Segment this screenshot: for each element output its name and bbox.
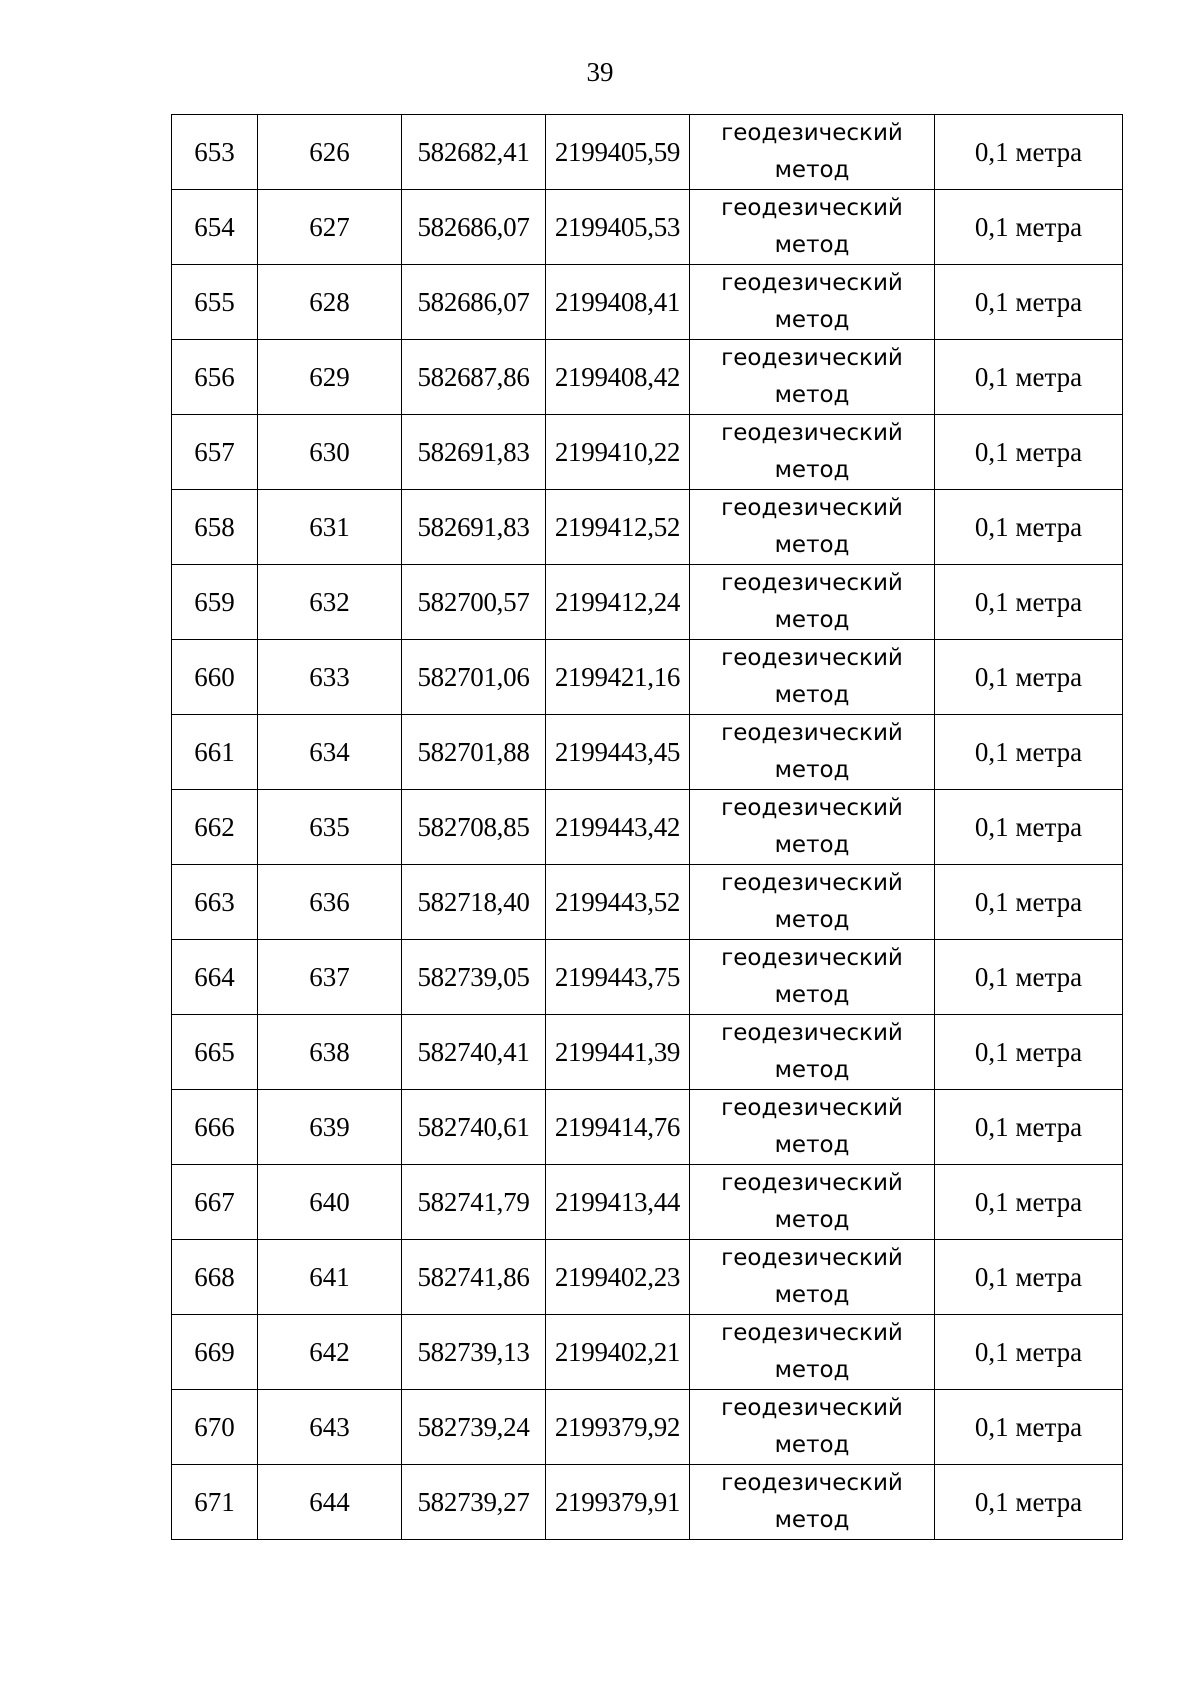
- method-line-1: геодезический: [721, 195, 903, 221]
- point-index-cell: 629: [258, 340, 402, 415]
- point-index-cell: 630: [258, 415, 402, 490]
- method-line-2: метод: [774, 1057, 850, 1083]
- coord-y-cell: 2199421,16: [546, 640, 690, 715]
- table-row: [172, 1315, 1123, 1390]
- coord-y-cell: 2199402,21: [546, 1315, 690, 1390]
- point-number-cell: 656: [172, 340, 258, 415]
- table-row: [172, 415, 1123, 490]
- method-line-1: геодезический: [721, 270, 903, 296]
- coord-x-cell: 582740,61: [402, 1090, 546, 1165]
- coord-y-cell: 2199408,41: [546, 265, 690, 340]
- method-cell: [690, 715, 935, 790]
- table-row: [172, 1090, 1123, 1165]
- method-line-2: метод: [774, 832, 850, 858]
- method-line-1: геодезический: [721, 945, 903, 971]
- method-cell: [690, 865, 935, 940]
- method-line-2: метод: [774, 1357, 850, 1383]
- accuracy-cell: 0,1 метра: [935, 1015, 1123, 1090]
- method-cell: [690, 1465, 935, 1540]
- method-line-2: метод: [774, 157, 850, 183]
- method-cell: [690, 1015, 935, 1090]
- point-number-cell: 662: [172, 790, 258, 865]
- point-index-cell: 644: [258, 1465, 402, 1540]
- method-line-1: геодезический: [721, 120, 903, 146]
- method-line-1: геодезический: [721, 570, 903, 596]
- method-cell: [690, 340, 935, 415]
- method-line-1: геодезический: [721, 795, 903, 821]
- coord-x-cell: 582741,86: [402, 1240, 546, 1315]
- accuracy-cell: 0,1 метра: [935, 490, 1123, 565]
- coord-y-cell: 2199379,92: [546, 1390, 690, 1465]
- method-line-1: геодезический: [721, 345, 903, 371]
- method-line-2: метод: [774, 982, 850, 1008]
- method-line-2: метод: [774, 1132, 850, 1158]
- accuracy-cell: 0,1 метра: [935, 1240, 1123, 1315]
- method-line-2: метод: [774, 1432, 850, 1458]
- coord-y-cell: 2199379,91: [546, 1465, 690, 1540]
- accuracy-cell: 0,1 метра: [935, 415, 1123, 490]
- point-number-cell: 668: [172, 1240, 258, 1315]
- table-row: [172, 340, 1123, 415]
- method-line-1: геодезический: [721, 1095, 903, 1121]
- point-index-cell: 640: [258, 1165, 402, 1240]
- coord-x-cell: 582701,06: [402, 640, 546, 715]
- method-line-1: геодезический: [721, 1245, 903, 1271]
- table-row: [172, 715, 1123, 790]
- point-index-cell: 643: [258, 1390, 402, 1465]
- accuracy-cell: 0,1 метра: [935, 1165, 1123, 1240]
- table-row: [172, 865, 1123, 940]
- table-row: [172, 1240, 1123, 1315]
- coord-x-cell: 582739,27: [402, 1465, 546, 1540]
- point-number-cell: 660: [172, 640, 258, 715]
- point-index-cell: 638: [258, 1015, 402, 1090]
- method-cell: [690, 565, 935, 640]
- method-line-2: метод: [774, 1507, 850, 1533]
- point-index-cell: 642: [258, 1315, 402, 1390]
- coord-x-cell: 582740,41: [402, 1015, 546, 1090]
- method-line-1: геодезический: [721, 1320, 903, 1346]
- coord-x-cell: 582739,05: [402, 940, 546, 1015]
- method-cell: [690, 490, 935, 565]
- point-number-cell: 655: [172, 265, 258, 340]
- point-index-cell: 634: [258, 715, 402, 790]
- coord-y-cell: 2199408,42: [546, 340, 690, 415]
- coord-x-cell: 582687,86: [402, 340, 546, 415]
- table-row: [172, 1015, 1123, 1090]
- method-line-2: метод: [774, 757, 850, 783]
- coord-x-cell: 582700,57: [402, 565, 546, 640]
- accuracy-cell: 0,1 метра: [935, 715, 1123, 790]
- point-index-cell: 633: [258, 640, 402, 715]
- page-number: 39: [586, 57, 614, 87]
- method-line-2: метод: [774, 1282, 850, 1308]
- point-number-cell: 664: [172, 940, 258, 1015]
- point-number-cell: 663: [172, 865, 258, 940]
- coord-x-cell: 582739,24: [402, 1390, 546, 1465]
- point-index-cell: 631: [258, 490, 402, 565]
- table-row: [172, 265, 1123, 340]
- accuracy-cell: 0,1 метра: [935, 115, 1123, 190]
- accuracy-cell: 0,1 метра: [935, 340, 1123, 415]
- table-row: [172, 940, 1123, 1015]
- point-number-cell: 669: [172, 1315, 258, 1390]
- point-index-cell: 632: [258, 565, 402, 640]
- method-line-1: геодезический: [721, 420, 903, 446]
- method-line-2: метод: [774, 532, 850, 558]
- point-number-cell: 670: [172, 1390, 258, 1465]
- accuracy-cell: 0,1 метра: [935, 940, 1123, 1015]
- method-cell: [690, 1240, 935, 1315]
- accuracy-cell: 0,1 метра: [935, 865, 1123, 940]
- method-line-2: метод: [774, 382, 850, 408]
- method-cell: [690, 790, 935, 865]
- coord-y-cell: 2199410,22: [546, 415, 690, 490]
- coord-y-cell: 2199412,24: [546, 565, 690, 640]
- point-number-cell: 667: [172, 1165, 258, 1240]
- accuracy-cell: 0,1 метра: [935, 1090, 1123, 1165]
- coord-x-cell: 582691,83: [402, 490, 546, 565]
- coord-y-cell: 2199413,44: [546, 1165, 690, 1240]
- coord-y-cell: 2199441,39: [546, 1015, 690, 1090]
- point-index-cell: 628: [258, 265, 402, 340]
- method-cell: [690, 415, 935, 490]
- coord-y-cell: 2199412,52: [546, 490, 690, 565]
- point-number-cell: 657: [172, 415, 258, 490]
- method-line-2: метод: [774, 907, 850, 933]
- accuracy-cell: 0,1 метра: [935, 790, 1123, 865]
- table-body: [172, 115, 1123, 1540]
- coord-x-cell: 582682,41: [402, 115, 546, 190]
- point-index-cell: 637: [258, 940, 402, 1015]
- method-cell: [690, 1165, 935, 1240]
- point-number-cell: 661: [172, 715, 258, 790]
- accuracy-cell: 0,1 метра: [935, 565, 1123, 640]
- accuracy-cell: 0,1 метра: [935, 190, 1123, 265]
- point-number-cell: 665: [172, 1015, 258, 1090]
- accuracy-cell: 0,1 метра: [935, 1390, 1123, 1465]
- method-cell: [690, 640, 935, 715]
- coord-x-cell: 582741,79: [402, 1165, 546, 1240]
- method-line-1: геодезический: [721, 1020, 903, 1046]
- point-index-cell: 636: [258, 865, 402, 940]
- accuracy-cell: 0,1 метра: [935, 640, 1123, 715]
- coord-y-cell: 2199443,45: [546, 715, 690, 790]
- method-cell: [690, 115, 935, 190]
- table-row: [172, 115, 1123, 190]
- point-number-cell: 659: [172, 565, 258, 640]
- method-line-2: метод: [774, 232, 850, 258]
- point-index-cell: 635: [258, 790, 402, 865]
- coord-x-cell: 582691,83: [402, 415, 546, 490]
- accuracy-cell: 0,1 метра: [935, 1465, 1123, 1540]
- table-row: [172, 790, 1123, 865]
- point-number-cell: 654: [172, 190, 258, 265]
- method-line-1: геодезический: [721, 1170, 903, 1196]
- point-index-cell: 627: [258, 190, 402, 265]
- method-line-2: метод: [774, 682, 850, 708]
- point-number-cell: 671: [172, 1465, 258, 1540]
- point-index-cell: 626: [258, 115, 402, 190]
- table-row: [172, 565, 1123, 640]
- point-index-cell: 641: [258, 1240, 402, 1315]
- table-row: [172, 1465, 1123, 1540]
- method-line-1: геодезический: [721, 870, 903, 896]
- table-row: [172, 490, 1123, 565]
- table-row: [172, 1390, 1123, 1465]
- coord-y-cell: 2199402,23: [546, 1240, 690, 1315]
- coord-y-cell: 2199443,75: [546, 940, 690, 1015]
- coord-y-cell: 2199414,76: [546, 1090, 690, 1165]
- method-line-1: геодезический: [721, 495, 903, 521]
- point-number-cell: 666: [172, 1090, 258, 1165]
- point-number-cell: 653: [172, 115, 258, 190]
- method-cell: [690, 940, 935, 1015]
- method-cell: [690, 1090, 935, 1165]
- method-line-1: геодезический: [721, 720, 903, 746]
- method-line-1: геодезический: [721, 645, 903, 671]
- method-line-1: геодезический: [721, 1395, 903, 1421]
- accuracy-cell: 0,1 метра: [935, 265, 1123, 340]
- point-number-cell: 658: [172, 490, 258, 565]
- method-cell: [690, 1315, 935, 1390]
- method-cell: [690, 265, 935, 340]
- point-index-cell: 639: [258, 1090, 402, 1165]
- table-row: [172, 640, 1123, 715]
- coord-y-cell: 2199405,53: [546, 190, 690, 265]
- coord-y-cell: 2199405,59: [546, 115, 690, 190]
- method-line-2: метод: [774, 457, 850, 483]
- coord-x-cell: 582718,40: [402, 865, 546, 940]
- method-line-2: метод: [774, 1207, 850, 1233]
- coord-x-cell: 582686,07: [402, 265, 546, 340]
- method-cell: [690, 1390, 935, 1465]
- table-row: [172, 1165, 1123, 1240]
- table-row: [172, 190, 1123, 265]
- method-cell: [690, 190, 935, 265]
- method-line-2: метод: [774, 307, 850, 333]
- coord-x-cell: 582708,85: [402, 790, 546, 865]
- coord-x-cell: 582701,88: [402, 715, 546, 790]
- coord-y-cell: 2199443,42: [546, 790, 690, 865]
- coordinates-table: [171, 114, 1123, 1540]
- coord-x-cell: 582739,13: [402, 1315, 546, 1390]
- accuracy-cell: 0,1 метра: [935, 1315, 1123, 1390]
- method-line-1: геодезический: [721, 1470, 903, 1496]
- coord-y-cell: 2199443,52: [546, 865, 690, 940]
- method-line-2: метод: [774, 607, 850, 633]
- coord-x-cell: 582686,07: [402, 190, 546, 265]
